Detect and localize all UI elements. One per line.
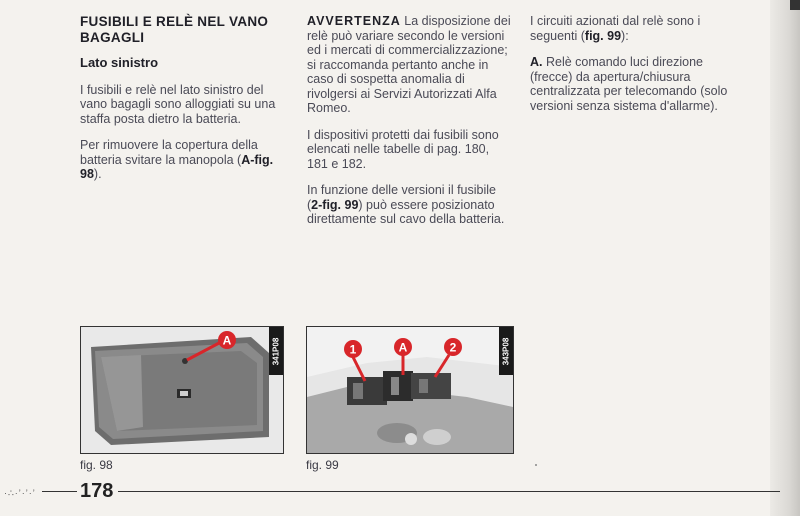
paragraph-text: In funzione delle versioni il fusibile (: [307, 183, 496, 212]
paragraph-text: Per rimuovere la copertura della batteria svitare la manopola (: [80, 138, 258, 167]
figure-reference: fig. 99: [584, 28, 622, 43]
page-edge: [770, 0, 800, 516]
fuse-box-illustration: [307, 327, 513, 453]
figure-code: [499, 327, 513, 375]
figure-caption: fig. 99: [306, 458, 339, 472]
callout-label: A: [222, 333, 232, 348]
figure-code-text: 343P08: [501, 337, 511, 365]
paragraph-text: I circuiti azionati dal relè sono i seguenti (: [530, 14, 701, 43]
scan-artifact: ·∴·’·’·’: [4, 488, 36, 498]
figure-code-text: 341P08: [271, 337, 281, 365]
figure-99-photo: [306, 326, 514, 454]
paragraph: [80, 138, 285, 182]
callout-label: 2: [449, 340, 457, 355]
section-subtitle: Lato sinistro: [80, 55, 159, 70]
figure-caption: fig. 98: [80, 458, 113, 472]
column-middle: [307, 14, 512, 239]
paragraph: I fusibili e relè nel lato sinistro del vano bagagli sono alloggiati su una staffa posta dietro la batteria.: [80, 82, 276, 126]
column-right: [530, 14, 740, 125]
paragraph-text: ):: [621, 28, 629, 43]
corner-mark: [790, 0, 800, 10]
section-title: FUSIBILI E RELÈ NEL VANO BAGAGLI: [80, 14, 269, 45]
paragraph-text: ).: [93, 167, 102, 181]
paragraph: I dispositivi protetti dai fusibili sono elencati nelle tabelle di pag. 180, 181 e 182.: [307, 127, 499, 171]
footer-rule-left: [42, 491, 77, 492]
figure-code: [269, 327, 283, 375]
print-speck: [535, 464, 537, 466]
warning-paragraph: [307, 14, 512, 116]
list-item-label: A.: [530, 55, 543, 69]
list-item: [530, 55, 740, 113]
warning-label: AVVERTENZA: [307, 14, 401, 28]
callout-label: 1: [349, 342, 357, 357]
page-number: 178: [80, 480, 114, 502]
figure-reference: 2-fig. 99: [311, 197, 359, 212]
paragraph: [307, 183, 512, 227]
paragraph-text: ) può essere posizionato direttamente sul cavo della batteria.: [307, 197, 505, 226]
trunk-cover-illustration: [81, 327, 283, 453]
warning-text: La disposizione dei relè può variare secondo le versioni ed i mercati di commercializzazione; si raccomanda pertanto anche in caso di sospetta anomalia di rivolgersi ai Servizi Autorizzati Alfa Romeo.: [307, 14, 511, 115]
figure-98-photo: [80, 326, 284, 454]
figure-reference: A-fig. 98: [80, 152, 274, 181]
list-item-text: Relè comando luci direzione (frecce) da apertura/chiusura centralizzata per telecomando (solo versioni senza sistema d'allarme).: [530, 55, 728, 113]
callout-label: A: [398, 340, 408, 355]
footer-rule-right: [118, 491, 780, 492]
paragraph: [530, 14, 740, 43]
column-left: [80, 14, 285, 194]
